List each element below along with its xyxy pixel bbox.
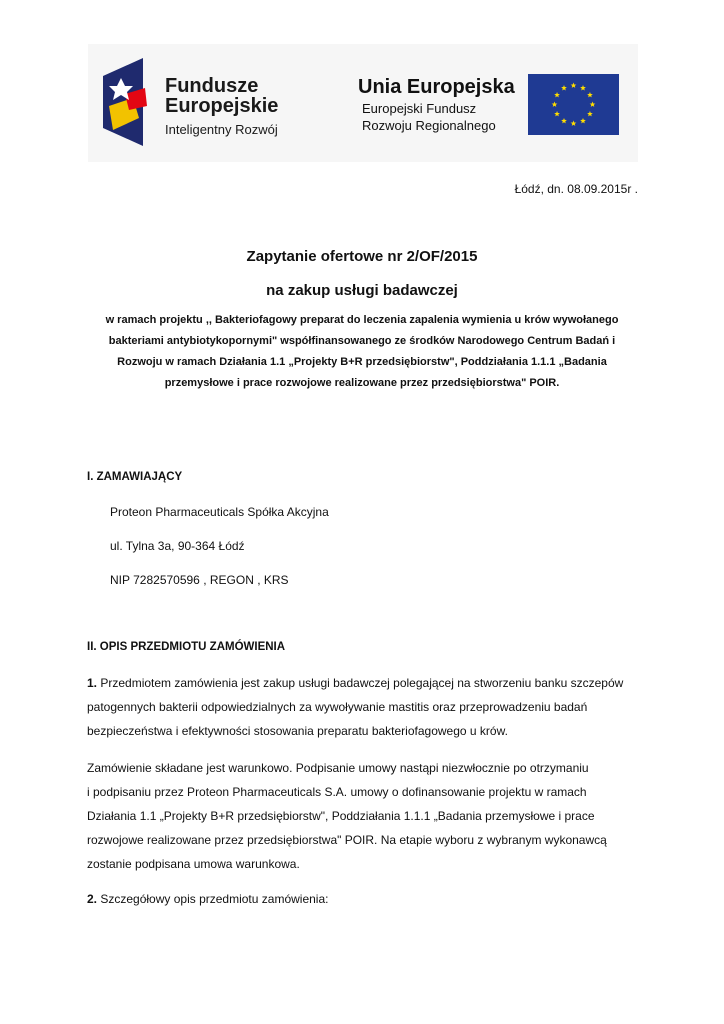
intro-line: przemysłowe i prace rozwojowe realizowane przez przedsiębiorstwa" POIR.: [164, 377, 560, 389]
ue-subtitle-line2: Rozwoju Regionalnego: [362, 118, 496, 133]
document-title: Zapytanie ofertowe nr 2/OF/2015: [246, 248, 478, 265]
intro-line: bakteriami antybiotykopornymi" współfinansowanego ze środków Narodowego Centrum Badań i: [108, 335, 616, 347]
paragraph-text: Szczegółowy opis przedmiotu zamówienia:: [100, 892, 329, 906]
paragraph-line: [87, 671, 639, 695]
paragraph-text: Przedmiotem zamówienia jest zakup usługi badawczej polegającej na stworzeniu banku szczepów: [100, 676, 624, 690]
intro-line: Rozwoju w ramach Działania 1.1 „Projekty B+R przedsiębiorstw", Poddziałania 1.1.1 „Badania: [117, 356, 607, 368]
document-date: Łódź, dn. 08.09.2015r .: [514, 182, 638, 196]
paragraph-line: zostanie podpisana umowa warunkowa.: [87, 857, 300, 871]
paragraph-3: [87, 887, 639, 911]
company-name: Proteon Pharmaceuticals Spółka Akcyjna: [110, 505, 329, 519]
paragraph-2: [87, 756, 639, 876]
fe-title-line2: Europejskie: [165, 95, 279, 117]
fundusze-europejskie-logo-icon: [103, 58, 163, 146]
eu-flag-icon: [528, 74, 619, 135]
document-subtitle: na zakup usługi badawczej: [266, 282, 458, 299]
paragraph-line: rozwojowe realizowane przez przedsiębiorstwa" POIR. Na etapie wyboru z wybranym wykonawcą: [87, 833, 607, 847]
paragraph-1: [87, 671, 639, 743]
project-description: [100, 310, 624, 394]
paragraph-number: 1.: [87, 676, 98, 690]
paragraph-line: Działania 1.1 „Projekty B+R przedsiębiorstw", Poddziałania 1.1.1 „Badania przemysłowe i prace: [87, 809, 595, 823]
ue-title: Unia Europejska: [358, 76, 515, 98]
fe-subtitle: Inteligentny Rozwój: [165, 122, 278, 137]
ue-logo-text: [358, 76, 515, 134]
section-heading-opis: II. OPIS PRZEDMIOTU ZAMÓWIENIA: [87, 641, 286, 653]
fe-logo-text: [165, 76, 278, 137]
fe-title-line1: Fundusze: [165, 75, 259, 97]
ue-subtitle-line1: Europejski Fundusz: [362, 101, 477, 116]
intro-line: w ramach projektu ,, Bakteriofagowy preparat do leczenia zapalenia wymienia u krów wywołanego: [105, 314, 619, 326]
paragraph-number: 2.: [87, 892, 98, 906]
company-address: ul. Tylna 3a, 90-364 Łódź: [110, 539, 245, 553]
paragraph-line: patogennych bakterii odpowiedzialnych za wywoływanie mastitis oraz przeprowadzeniu badań: [87, 700, 588, 714]
paragraph-line: bezpieczeństwa i efektywności stosowania preparatu bakteriofagowego u krów.: [87, 724, 508, 738]
paragraph-line: Zamówienie składane jest warunkowo. Podpisanie umowy nastąpi niezwłocznie po otrzymaniu: [87, 761, 589, 775]
paragraph-line: i podpisaniu przez Proteon Pharmaceuticals S.A. umowy o dofinansowanie projektu w ramach: [87, 785, 587, 799]
section-heading-zamawiajacy: I. ZAMAWIAJĄCY: [87, 471, 183, 483]
company-ids: NIP 7282570596 , REGON , KRS: [110, 573, 289, 587]
